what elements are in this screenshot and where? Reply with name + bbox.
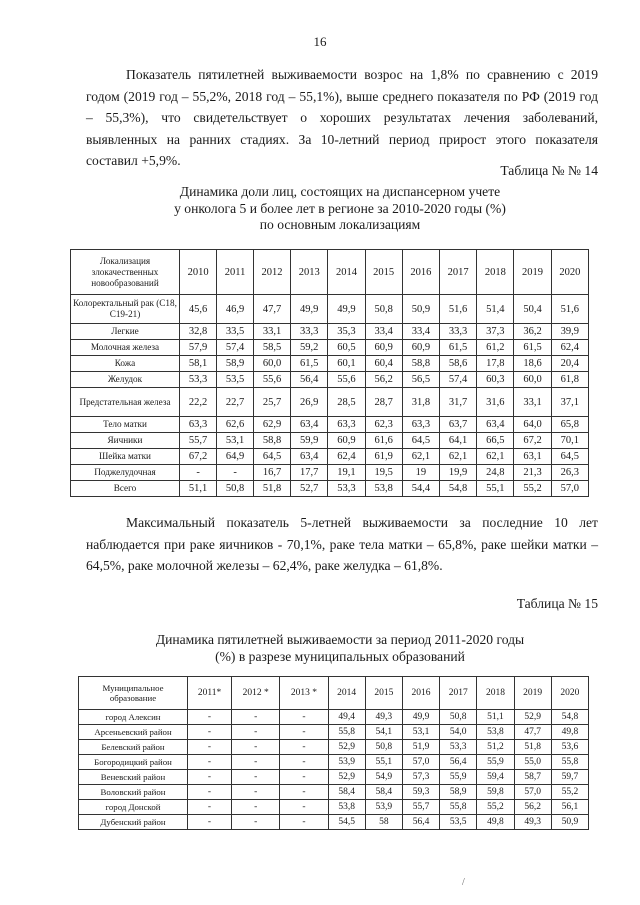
- table-cell: 60,0: [253, 356, 290, 372]
- table-cell: 63,4: [291, 449, 328, 465]
- table-cell: 60,0: [514, 372, 551, 388]
- table-cell: 49,4: [328, 710, 365, 725]
- column-header-year: 2012 *: [232, 677, 280, 710]
- table-cell: 50,4: [514, 295, 551, 324]
- table-row: [79, 770, 589, 785]
- table-cell: 58,7: [514, 770, 551, 785]
- summary-paragraph: [86, 512, 598, 577]
- table-cell: 19,1: [328, 465, 365, 481]
- table-cell: -: [232, 770, 280, 785]
- table-cell: -: [188, 770, 232, 785]
- table-cell: 51,9: [402, 740, 439, 755]
- column-header-year: 2015: [365, 677, 402, 710]
- column-header-year: 2020: [551, 677, 588, 710]
- table-cell: 62,6: [217, 417, 254, 433]
- table-cell: -: [280, 815, 328, 830]
- table-cell: 61,5: [291, 356, 328, 372]
- table-cell: 60,9: [402, 340, 439, 356]
- table-cell: 22,2: [180, 388, 217, 417]
- table-cell: 49,8: [551, 725, 588, 740]
- table-cell: 58,4: [365, 785, 402, 800]
- table-cell: 58,6: [440, 356, 477, 372]
- table-cell: -: [217, 465, 254, 481]
- column-header-year: 2016: [402, 677, 439, 710]
- page-number: 16: [313, 34, 327, 49]
- table-cell: -: [280, 710, 328, 725]
- table-cell: 51,1: [477, 710, 514, 725]
- table-cell: 58,8: [253, 433, 290, 449]
- row-label: Легкие: [71, 324, 180, 340]
- column-header-year: 2018: [477, 250, 514, 295]
- table-cell: 50,9: [402, 295, 439, 324]
- column-header-year: 2013 *: [280, 677, 328, 710]
- table-cell: 26,3: [551, 465, 588, 481]
- table-cell: 53,8: [365, 481, 402, 497]
- table-row: [71, 356, 589, 372]
- intro-paragraph: [86, 64, 598, 172]
- table-cell: 52,9: [514, 710, 551, 725]
- table-cell: 61,2: [477, 340, 514, 356]
- row-label: Предстательная железа: [71, 388, 180, 417]
- table-cell: -: [232, 755, 280, 770]
- table-cell: -: [188, 785, 232, 800]
- table-cell: 62,3: [365, 417, 402, 433]
- table-row: [71, 465, 589, 481]
- table-cell: 37,3: [477, 324, 514, 340]
- table-cell: 55,0: [514, 755, 551, 770]
- table-cell: 51,4: [477, 295, 514, 324]
- table-cell: 31,8: [402, 388, 439, 417]
- column-header-year: 2018: [477, 677, 514, 710]
- table-cell: 50,9: [551, 815, 588, 830]
- table-cell: -: [232, 725, 280, 740]
- table-cell: 55,7: [402, 800, 439, 815]
- table-cell: 51,6: [440, 295, 477, 324]
- table-cell: -: [232, 785, 280, 800]
- table-cell: 28,5: [328, 388, 365, 417]
- table-cell: 49,9: [328, 295, 365, 324]
- table-15-label: Таблица № 15: [516, 596, 598, 611]
- table-cell: 57,0: [402, 755, 439, 770]
- table-cell: 62,9: [253, 417, 290, 433]
- table-cell: 56,4: [291, 372, 328, 388]
- table-cell: 60,9: [365, 340, 402, 356]
- table-cell: 36,2: [514, 324, 551, 340]
- table-cell: -: [188, 740, 232, 755]
- table-cell: 53,6: [551, 740, 588, 755]
- table-cell: 33,4: [365, 324, 402, 340]
- row-label: Шейка матки: [71, 449, 180, 465]
- table-cell: -: [232, 800, 280, 815]
- table-cell: 55,8: [328, 725, 365, 740]
- table-cell: 54,8: [440, 481, 477, 497]
- table-row: [71, 417, 589, 433]
- table-cell: 37,1: [551, 388, 588, 417]
- table-cell: 16,7: [253, 465, 290, 481]
- table-cell: -: [280, 800, 328, 815]
- table-cell: 59,2: [291, 340, 328, 356]
- table-cell: 55,1: [477, 481, 514, 497]
- table-cell: 51,8: [253, 481, 290, 497]
- table-cell: 33,3: [440, 324, 477, 340]
- column-header-year: 2020: [551, 250, 588, 295]
- table-cell: 55,6: [328, 372, 365, 388]
- row-label: Желудок: [71, 372, 180, 388]
- table-cell: 67,2: [514, 433, 551, 449]
- table-cell: -: [180, 465, 217, 481]
- table-cell: 70,1: [551, 433, 588, 449]
- caption-line: по основным локализациям: [259, 217, 421, 232]
- table-cell: -: [280, 755, 328, 770]
- table-cell: 59,7: [551, 770, 588, 785]
- table-row: [71, 295, 589, 324]
- table-cell: 54,0: [440, 725, 477, 740]
- table-cell: 32,8: [180, 324, 217, 340]
- table-15: [78, 676, 589, 830]
- table-cell: -: [280, 725, 328, 740]
- table-cell: 63,7: [440, 417, 477, 433]
- table-row: [71, 340, 589, 356]
- table-cell: 31,6: [477, 388, 514, 417]
- table-cell: 53,8: [477, 725, 514, 740]
- table-cell: 58,8: [402, 356, 439, 372]
- table-cell: 55,9: [477, 755, 514, 770]
- table-cell: 58,4: [328, 785, 365, 800]
- row-label: Тело матки: [71, 417, 180, 433]
- table-cell: 19: [402, 465, 439, 481]
- table-cell: 58,1: [180, 356, 217, 372]
- table-cell: 64,5: [253, 449, 290, 465]
- table-cell: 55,1: [365, 755, 402, 770]
- table-cell: 20,4: [551, 356, 588, 372]
- table-row: [71, 324, 589, 340]
- table-cell: 53,8: [328, 800, 365, 815]
- table-cell: 24,8: [477, 465, 514, 481]
- table-cell: 19,9: [440, 465, 477, 481]
- table-cell: 61,5: [440, 340, 477, 356]
- table-cell: 56,2: [365, 372, 402, 388]
- table-cell: 58: [365, 815, 402, 830]
- table-cell: 21,3: [514, 465, 551, 481]
- table-cell: 51,2: [477, 740, 514, 755]
- column-header-year: 2014: [328, 250, 365, 295]
- table-cell: 31,7: [440, 388, 477, 417]
- table-cell: 62,1: [440, 449, 477, 465]
- table-cell: 56,4: [402, 815, 439, 830]
- table-cell: 56,5: [402, 372, 439, 388]
- table-cell: 66,5: [477, 433, 514, 449]
- table-cell: -: [232, 710, 280, 725]
- table-cell: 61,5: [514, 340, 551, 356]
- table-cell: 26,9: [291, 388, 328, 417]
- row-label: Кожа: [71, 356, 180, 372]
- table-cell: 25,7: [253, 388, 290, 417]
- table-cell: 53,1: [402, 725, 439, 740]
- row-label: Богородицкий район: [79, 755, 188, 770]
- table-cell: 59,9: [291, 433, 328, 449]
- table-cell: 63,3: [180, 417, 217, 433]
- table-cell: -: [280, 785, 328, 800]
- table-cell: -: [188, 725, 232, 740]
- table-cell: 64,5: [551, 449, 588, 465]
- table-cell: -: [232, 740, 280, 755]
- table-cell: 49,9: [291, 295, 328, 324]
- paragraph-text: Максимальный показатель 5-летней выживаемости за последние 10 лет наблюдается при раке яичников - 70,1%, раке тела матки – 65,8%, раке шейки матки – 64,5%, раке молочной железы – 62,4%, раке желудка – 61,8%.: [86, 515, 598, 573]
- table-cell: 33,1: [253, 324, 290, 340]
- caption-line: у онколога 5 и более лет в регионе за 2010-2020 годы (%): [174, 200, 506, 216]
- table-cell: 33,3: [291, 324, 328, 340]
- table-cell: 57,3: [402, 770, 439, 785]
- column-header-year: 2011: [217, 250, 254, 295]
- column-header-year: 2013: [291, 250, 328, 295]
- table-row: [79, 815, 589, 830]
- row-label: Всего: [71, 481, 180, 497]
- table-cell: 49,3: [514, 815, 551, 830]
- table-cell: 55,7: [180, 433, 217, 449]
- table-cell: 64,9: [217, 449, 254, 465]
- table-row: [79, 725, 589, 740]
- row-label: Воловский район: [79, 785, 188, 800]
- table-cell: -: [188, 755, 232, 770]
- table-14: [70, 249, 589, 497]
- table-row: [79, 740, 589, 755]
- table-cell: 28,7: [365, 388, 402, 417]
- column-header-year: 2017: [440, 250, 477, 295]
- table-cell: 57,0: [551, 481, 588, 497]
- row-label: Белевский район: [79, 740, 188, 755]
- table-cell: 59,8: [477, 785, 514, 800]
- table-cell: 52,7: [291, 481, 328, 497]
- table-cell: 63,3: [328, 417, 365, 433]
- table-cell: 59,3: [402, 785, 439, 800]
- table-cell: 58,9: [440, 785, 477, 800]
- row-label: Поджелудочная: [71, 465, 180, 481]
- table-cell: 45,6: [180, 295, 217, 324]
- column-header-year: 2010: [180, 250, 217, 295]
- column-header-year: 2019: [514, 250, 551, 295]
- table-header-row: [71, 250, 589, 295]
- table-cell: 51,1: [180, 481, 217, 497]
- table-cell: 63,4: [291, 417, 328, 433]
- table-cell: -: [280, 740, 328, 755]
- table-cell: 50,8: [217, 481, 254, 497]
- table-cell: 18,6: [514, 356, 551, 372]
- table-cell: 52,9: [328, 770, 365, 785]
- table-cell: 47,7: [514, 725, 551, 740]
- table-cell: 53,9: [365, 800, 402, 815]
- table-cell: 39,9: [551, 324, 588, 340]
- table-cell: 57,0: [514, 785, 551, 800]
- table-cell: 52,9: [328, 740, 365, 755]
- column-header-municipality: Муниципальное образование: [79, 677, 188, 710]
- table-cell: 58,9: [217, 356, 254, 372]
- table-cell: 60,1: [328, 356, 365, 372]
- table-cell: 63,4: [477, 417, 514, 433]
- table-cell: 49,8: [477, 815, 514, 830]
- table-cell: 56,1: [551, 800, 588, 815]
- table-cell: 55,2: [514, 481, 551, 497]
- table-cell: 53,1: [217, 433, 254, 449]
- row-label: город Алексин: [79, 710, 188, 725]
- table-cell: 57,4: [440, 372, 477, 388]
- table-cell: 55,8: [551, 755, 588, 770]
- table-cell: 50,8: [440, 710, 477, 725]
- table-cell: 50,8: [365, 295, 402, 324]
- table-cell: 60,3: [477, 372, 514, 388]
- table-cell: -: [232, 815, 280, 830]
- table-row: [71, 372, 589, 388]
- table-cell: 64,5: [402, 433, 439, 449]
- table-cell: 64,0: [514, 417, 551, 433]
- table-cell: 56,4: [440, 755, 477, 770]
- table-cell: -: [188, 710, 232, 725]
- table-cell: 19,5: [365, 465, 402, 481]
- table-cell: 62,4: [551, 340, 588, 356]
- table-row: [79, 710, 589, 725]
- table-row: [79, 800, 589, 815]
- row-label: Яичники: [71, 433, 180, 449]
- table-cell: 58,5: [253, 340, 290, 356]
- table-cell: 67,2: [180, 449, 217, 465]
- table-cell: 17,8: [477, 356, 514, 372]
- table-cell: 53,3: [180, 372, 217, 388]
- table-row: [79, 785, 589, 800]
- table-row: [71, 433, 589, 449]
- table-cell: 54,9: [365, 770, 402, 785]
- table-cell: 33,5: [217, 324, 254, 340]
- table-cell: 56,2: [514, 800, 551, 815]
- table-cell: 46,9: [217, 295, 254, 324]
- table-cell: 65,8: [551, 417, 588, 433]
- table-cell: 17,7: [291, 465, 328, 481]
- table-row: [71, 449, 589, 465]
- table-cell: 53,9: [328, 755, 365, 770]
- table-row: [79, 755, 589, 770]
- row-label: Веневский район: [79, 770, 188, 785]
- table-14-label: Таблица № № 14: [500, 163, 598, 178]
- table-cell: 57,4: [217, 340, 254, 356]
- table-cell: 59,4: [477, 770, 514, 785]
- table-cell: 51,8: [514, 740, 551, 755]
- table-cell: 54,5: [328, 815, 365, 830]
- table-cell: 55,2: [477, 800, 514, 815]
- table-cell: 64,1: [440, 433, 477, 449]
- table-row: [71, 481, 589, 497]
- table-cell: 62,1: [477, 449, 514, 465]
- column-header-year: 2012: [253, 250, 290, 295]
- table-cell: 33,1: [514, 388, 551, 417]
- row-label: Молочная железа: [71, 340, 180, 356]
- table-cell: 49,3: [365, 710, 402, 725]
- table-cell: 61,6: [365, 433, 402, 449]
- table-cell: 62,1: [402, 449, 439, 465]
- table-cell: 54,4: [402, 481, 439, 497]
- table-cell: 53,3: [440, 740, 477, 755]
- table-cell: 61,8: [551, 372, 588, 388]
- table-cell: 53,5: [440, 815, 477, 830]
- table-cell: 60,9: [328, 433, 365, 449]
- table-15-caption: [60, 632, 620, 665]
- column-header-year: 2019: [514, 677, 551, 710]
- table-cell: 53,5: [217, 372, 254, 388]
- paragraph-text: Показатель пятилетней выживаемости возрос на 1,8% по сравнению с 2019 годом (2019 год – 55,2%, 2018 год – 55,1%), выше среднего показателя по РФ (2019 год – 55,3%), что свидетельствует о хороших результатах лечения заболеваний, выявленных на ранних стадиях. За 10-летний период прирост этого показателя составил +5,9%.: [86, 67, 598, 168]
- column-header-year: 2016: [402, 250, 439, 295]
- column-header-year: 2017: [440, 677, 477, 710]
- row-label: Арсеньевский район: [79, 725, 188, 740]
- table-cell: 55,6: [253, 372, 290, 388]
- table-cell: 54,1: [365, 725, 402, 740]
- table-cell: 63,3: [402, 417, 439, 433]
- table-cell: 53,3: [328, 481, 365, 497]
- caption-line: Динамика доли лиц, состоящих на диспансерном учете: [179, 184, 501, 199]
- table-cell: 54,8: [551, 710, 588, 725]
- table-cell: 33,4: [402, 324, 439, 340]
- table-14-caption: [60, 184, 620, 234]
- table-cell: 61,9: [365, 449, 402, 465]
- table-cell: 55,8: [440, 800, 477, 815]
- table-cell: 63,1: [514, 449, 551, 465]
- footer-mark: /: [462, 877, 465, 888]
- caption-line: Динамика пятилетней выживаемости за период 2011-2020 годы: [155, 632, 525, 647]
- row-label: город Донской: [79, 800, 188, 815]
- table-cell: -: [280, 770, 328, 785]
- table-cell: 50,8: [365, 740, 402, 755]
- table-cell: 51,6: [551, 295, 588, 324]
- column-header-localization: Локализация злокачественных новообразований: [71, 250, 180, 295]
- table-cell: 55,9: [440, 770, 477, 785]
- table-cell: 47,7: [253, 295, 290, 324]
- table-cell: 62,4: [328, 449, 365, 465]
- column-header-year: 2015: [365, 250, 402, 295]
- table-cell: 55,2: [551, 785, 588, 800]
- table-cell: -: [188, 800, 232, 815]
- table-row: [71, 388, 589, 417]
- caption-line: (%) в разрезе муниципальных образований: [215, 648, 465, 664]
- table-cell: 35,3: [328, 324, 365, 340]
- table-cell: 60,4: [365, 356, 402, 372]
- table-header-row: [79, 677, 589, 710]
- table-cell: 22,7: [217, 388, 254, 417]
- table-cell: 60,5: [328, 340, 365, 356]
- table-cell: -: [188, 815, 232, 830]
- column-header-year: 2011*: [188, 677, 232, 710]
- table-cell: 49,9: [402, 710, 439, 725]
- row-label: Дубенский район: [79, 815, 188, 830]
- column-header-year: 2014: [328, 677, 365, 710]
- table-cell: 57,9: [180, 340, 217, 356]
- row-label: Колоректальный рак (С18, С19-21): [71, 295, 180, 324]
